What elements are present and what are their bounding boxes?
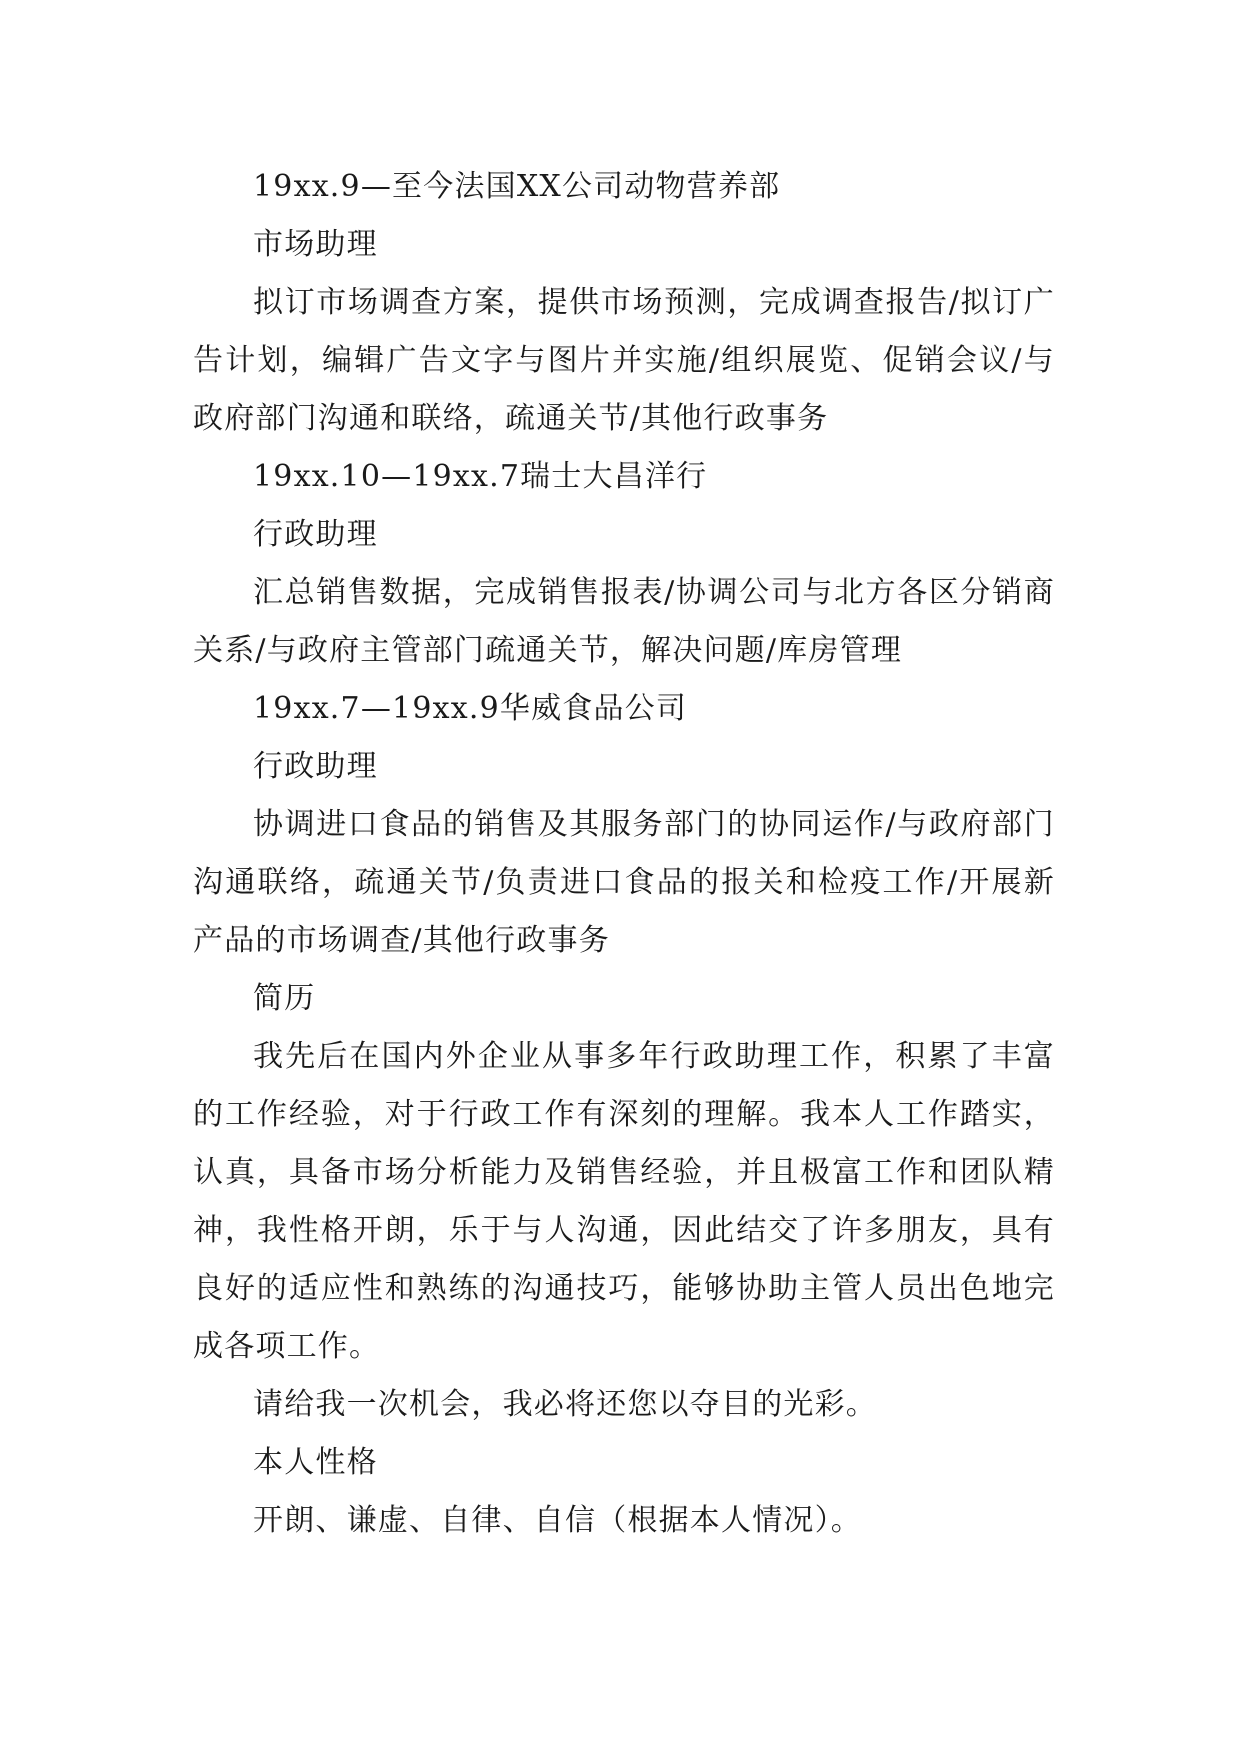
personality-traits: 开朗、谦虚、自律、自信（根据本人情况）。 bbox=[253, 1503, 862, 1538]
work-entry-1-position: 市场助理 bbox=[253, 227, 378, 262]
work-entry-1-duties: 拟订市场调查方案，提供市场预测，完成调查报告/拟订广告计划，编辑广告文字与图片并实施/组织展览、促销会议/与政府部门沟通和联络，疏通关节/其他行政事务 bbox=[193, 285, 1055, 436]
work-entry-3-position: 行政助理 bbox=[253, 749, 378, 784]
section-heading-resume: 简历 bbox=[253, 981, 316, 1016]
work-entry-1-heading: 19xx.9—至今法国XX公司动物营养部 bbox=[253, 169, 781, 204]
section-heading-personality: 本人性格 bbox=[253, 1445, 378, 1480]
closing-statement: 请给我一次机会，我必将还您以夺目的光彩。 bbox=[253, 1387, 877, 1422]
work-entry-2-heading: 19xx.10—19xx.7瑞士大昌洋行 bbox=[253, 459, 708, 494]
work-entry-2-duties: 汇总销售数据，完成销售报表/协调公司与北方各区分销商关系/与政府主管部门疏通关节，解决问题/库房管理 bbox=[193, 575, 1055, 668]
work-entry-3-duties: 协调进口食品的销售及其服务部门的协同运作/与政府部门沟通联络，疏通关节/负责进口食品的报关和检疫工作/开展新产品的市场调查/其他行政事务 bbox=[193, 807, 1055, 958]
document-body bbox=[193, 158, 1055, 1550]
resume-summary: 我先后在国内外企业从事多年行政助理工作，积累了丰富的工作经验，对于行政工作有深刻的理解。我本人工作踏实，认真，具备市场分析能力及销售经验，并且极富工作和团队精神，我性格开朗，乐于与人沟通，因此结交了许多朋友，具有良好的适应性和熟练的沟通技巧，能够协助主管人员出色地完成各项工作。 bbox=[193, 1039, 1055, 1364]
work-entry-2-position: 行政助理 bbox=[253, 517, 378, 552]
work-entry-3-heading: 19xx.7—19xx.9华威食品公司 bbox=[253, 691, 688, 726]
